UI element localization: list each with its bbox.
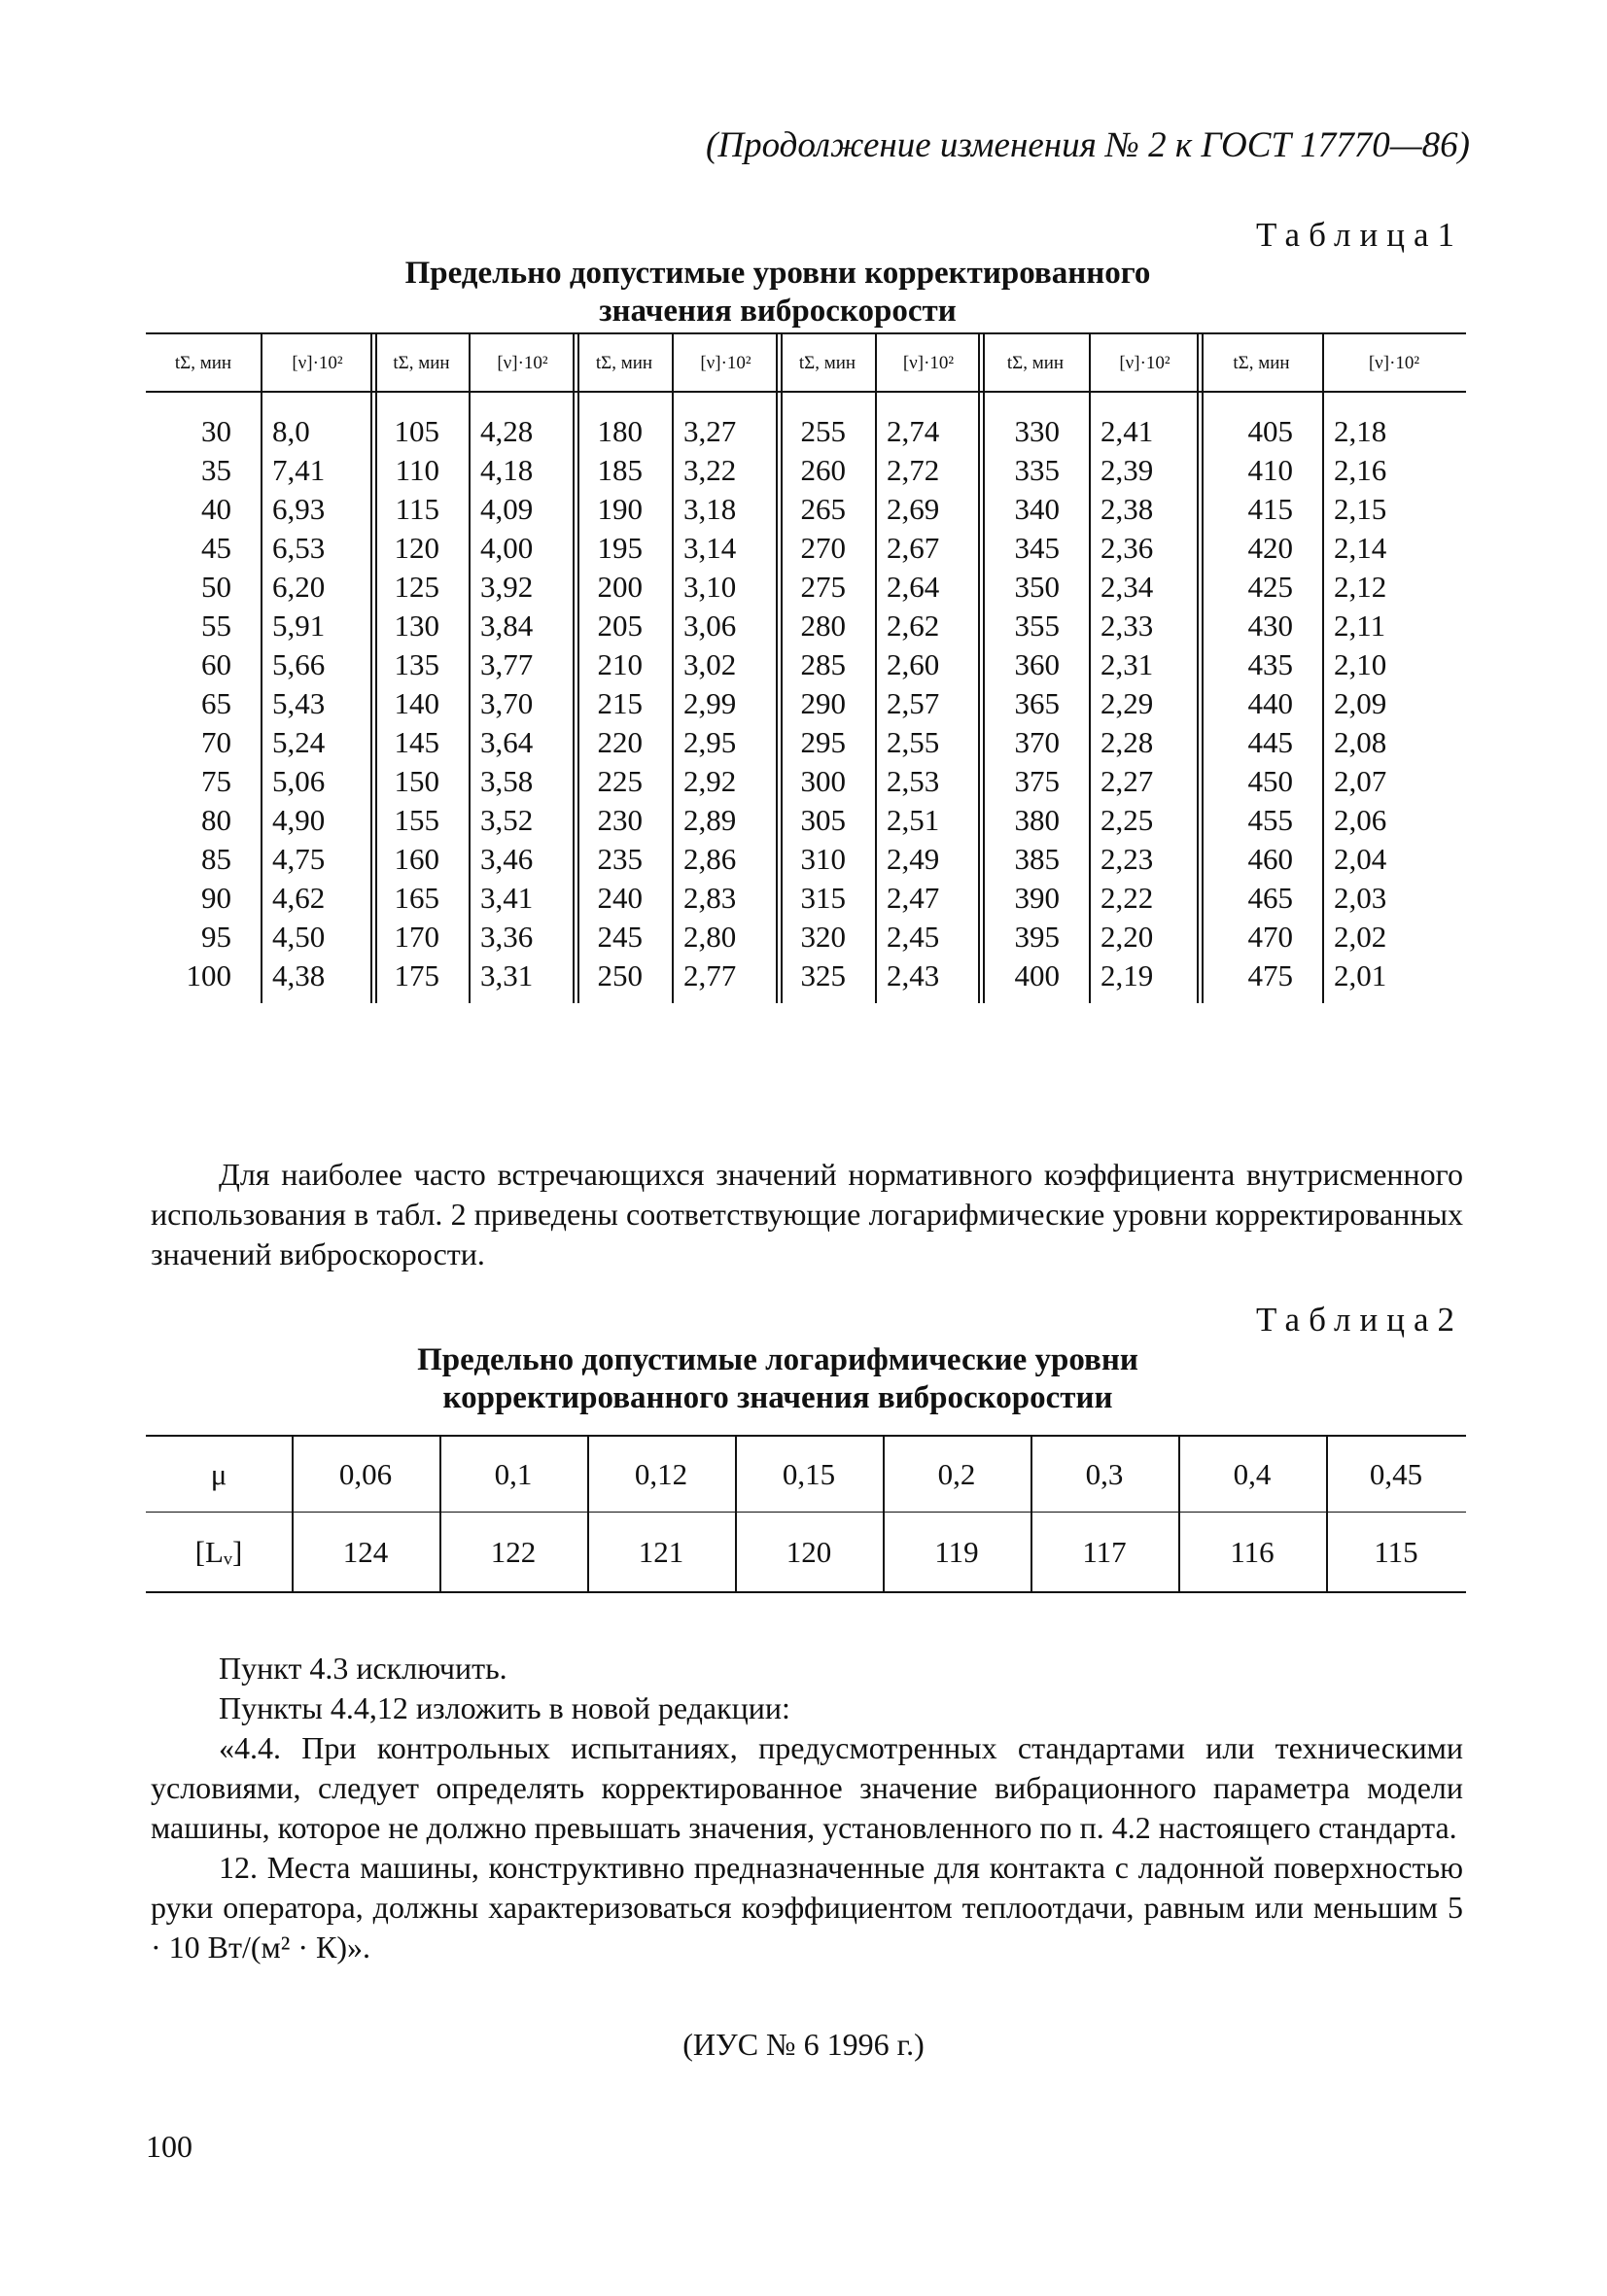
table1-header-rule [146,391,1466,393]
table1-cell-v: 5,43 [272,686,326,720]
table1-header-v: [ν]·10² [292,353,343,373]
table1-cell-v: 2,92 [683,764,737,798]
table1-cell-v: 2,34 [1100,570,1154,604]
table1-cell-t: 120 [394,531,439,565]
table2-title-line2: корректированного значения виброскоростии [442,1380,1113,1415]
table1-cell-v: 2,12 [1334,570,1387,604]
table1-cell-t: 220 [597,725,643,759]
table1-cell-t: 370 [1014,725,1060,759]
table1-cell-t: 250 [597,958,643,992]
table1-cell-t: 190 [597,492,643,526]
table1-cell-t: 205 [597,609,643,643]
table1-cell-v: 2,06 [1334,803,1387,837]
table1 [146,332,1466,1003]
table1-cell-t: 165 [394,881,439,915]
table1-cell-v: 2,14 [1334,531,1387,565]
table1-cell-v: 2,25 [1100,803,1154,837]
table1-header-t: tΣ, мин [595,353,653,373]
table2-mid-rule [146,1512,1466,1513]
table1-cell-t: 150 [394,764,439,798]
table1-cell-v: 2,28 [1100,725,1154,759]
table1-cell-t: 350 [1014,570,1060,604]
table1-cell-v: 2,11 [1334,609,1386,643]
table2-label: Таблица2 [1256,1301,1463,1339]
table1-cell-v: 6,93 [272,492,326,526]
table2-title [292,1341,1264,1417]
table1-cell-t: 345 [1014,531,1060,565]
table1-cell-v: 2,72 [887,453,940,487]
table1-cell-t: 405 [1247,414,1293,448]
table1-cell-t: 305 [800,803,846,837]
table1-cell-v: 2,38 [1100,492,1154,526]
table1-cell-v: 2,23 [1100,842,1154,876]
table1-cell-t: 240 [597,881,643,915]
intro-paragraph: Для наиболее часто встречающихся значений нормативного коэффициента внутрисменного использования в табл. 2 приведены соответствующие логарифмические уровни корректированных значений виброскорости. [151,1157,1463,1271]
table1-cell-t: 285 [800,647,846,681]
table1-v-column [272,412,372,995]
table1-cell-v: 2,64 [887,570,940,604]
table1-cell-v: 3,36 [480,920,534,954]
table1-cell-t: 325 [800,958,846,992]
source-note: (ИУС № 6 1996 г.) [682,2027,925,2062]
table2-top-rule [146,1435,1466,1437]
table1-cell-t: 145 [394,725,439,759]
table1-cell-v: 4,09 [480,492,534,526]
table1-cell-v: 2,41 [1100,414,1154,448]
table1-cell-t: 415 [1247,492,1293,526]
table2-mu-cell: 0,06 [338,1457,393,1491]
table1-cell-t: 445 [1247,725,1293,759]
table1-cell-v: 3,31 [480,958,534,992]
table1-cell-v: 2,19 [1100,958,1154,992]
table1-cell-v: 3,14 [683,531,737,565]
table1-cell-t: 470 [1247,920,1293,954]
table1-header-t: tΣ, мин [1233,353,1290,373]
table1-cell-t: 110 [395,453,439,487]
table1-cell-v: 5,24 [272,725,326,759]
table1-cell-t: 265 [800,492,846,526]
table1-cell-t: 85 [201,842,231,876]
table1-cell-t: 320 [800,920,846,954]
table1-cell-v: 3,02 [683,647,737,681]
table2 [146,1435,1466,1595]
table1-t-column [780,412,846,995]
table1-cell-t: 160 [394,842,439,876]
table1-cell-v: 3,10 [683,570,737,604]
table1-cell-t: 135 [394,647,439,681]
table1-title-line2: значения виброскорости [599,294,957,329]
table1-top-rule [146,332,1466,334]
table1-cell-v: 2,95 [683,725,737,759]
table1-header-t: tΣ, мин [174,353,232,373]
table1-cell-v: 6,20 [272,570,326,604]
paragraph-clause-12: 12. Места машины, конструктивно предназначенные для контакта с ладонной поверхностью руки оператора, должны характеризоваться коэффициентом теплоотдачи, равным или меньшим 5 · 10 Вт/(м² · К)». [151,1850,1463,1965]
table1-cell-t: 35 [201,453,231,487]
table1-cell-v: 3,46 [480,842,534,876]
table1-cell-t: 225 [597,764,643,798]
table1-cell-v: 3,22 [683,453,737,487]
table1-cell-v: 3,52 [480,803,534,837]
table1-cell-v: 2,55 [887,725,940,759]
table1-cell-v: 3,64 [480,725,534,759]
table1-cell-t: 30 [201,414,231,448]
table1-cell-v: 4,50 [272,920,326,954]
table1-cell-v: 2,07 [1334,764,1387,798]
table1-header-v: [ν]·10² [1119,353,1170,373]
closing-paragraphs [151,1649,1463,1967]
table2-mu-cell: 0,12 [634,1457,688,1491]
table2-mu-cell: 0,15 [782,1457,836,1491]
page-number: 100 [146,2129,192,2164]
table1-header-v: [ν]·10² [902,353,955,373]
table1-cell-v: 2,86 [683,842,737,876]
table2-lv-cell: 121 [638,1535,684,1569]
table1-v-column [887,412,980,995]
table1-cell-v: 2,57 [887,686,940,720]
table1-divider-4 [1089,332,1091,1003]
table1-t-column [1201,412,1293,995]
table1-cell-v: 6,53 [272,531,326,565]
table1-t-column [146,412,231,995]
table1-cell-t: 315 [800,881,846,915]
table1-cell-v: 3,41 [480,881,534,915]
table1-cell-t: 90 [201,881,231,915]
table1-header-v: [ν]·10² [700,353,751,373]
table1-cell-t: 295 [800,725,846,759]
table1-cell-v: 2,31 [1100,647,1154,681]
table1-cell-t: 450 [1247,764,1293,798]
table2-lv-cell: 122 [490,1535,537,1569]
table1-cell-t: 65 [201,686,231,720]
table1-header-v: [ν]·10² [1368,353,1420,373]
table1-cell-t: 50 [201,570,231,604]
table1-cell-t: 235 [597,842,643,876]
table1-cell-t: 75 [201,764,231,798]
table1-cell-v: 4,00 [480,531,534,565]
table1-cell-v: 3,77 [480,647,534,681]
table1-divider-3 [875,332,877,1003]
table2-lv-cell: 115 [1374,1535,1418,1569]
table1-cell-t: 210 [597,647,643,681]
table1-cell-t: 360 [1014,647,1060,681]
table1-v-column [1334,412,1464,995]
table1-header-v: [ν]·10² [497,353,548,373]
table2-bottom-rule [146,1591,1466,1593]
table1-cell-v: 3,27 [683,414,737,448]
table1-cell-t: 130 [394,609,439,643]
table2-mu-cell: 0,3 [1085,1457,1124,1491]
table1-cell-v: 2,49 [887,842,940,876]
table1-divider-1 [469,332,471,1003]
document-header: (Продолжение изменения № 2 к ГОСТ 17770—86) [706,125,1470,165]
table1-cell-v: 3,18 [683,492,737,526]
table1-cell-v: 5,91 [272,609,326,643]
table1-cell-v: 2,47 [887,881,940,915]
table1-cell-v: 2,67 [887,531,940,565]
table1-cell-v: 2,45 [887,920,940,954]
table1-cell-v: 2,01 [1334,958,1387,992]
table1-cell-v: 3,58 [480,764,534,798]
table1-v-column [480,412,575,995]
table1-cell-v: 2,08 [1334,725,1387,759]
table1-title [292,255,1264,330]
table1-cell-t: 60 [201,647,231,681]
table2-lv-cell: 117 [1082,1535,1127,1569]
table1-cell-t: 115 [395,492,439,526]
table1-cell-v: 2,16 [1334,453,1387,487]
table1-cell-v: 2,80 [683,920,737,954]
table1-cell-v: 3,92 [480,570,534,604]
table1-cell-t: 70 [201,725,231,759]
table1-cell-v: 5,06 [272,764,326,798]
table1-cell-v: 2,09 [1334,686,1387,720]
table1-v-column [1100,412,1199,995]
table1-cell-t: 395 [1014,920,1060,954]
table1-t-column [374,412,439,995]
table1-cell-t: 275 [800,570,846,604]
table2-mu-cell: 0,45 [1369,1457,1423,1491]
paragraph-new-edition: Пункты 4.4,12 изложить в новой редакции: [219,1690,790,1725]
table1-cell-t: 365 [1014,686,1060,720]
table1-header-t: tΣ, мин [798,353,856,373]
table1-cell-t: 290 [800,686,846,720]
table1-cell-v: 2,53 [887,764,940,798]
table1-cell-t: 95 [201,920,231,954]
table1-title-line1: Предельно допустимые уровни корректированного [404,256,1151,291]
table1-cell-v: 2,15 [1334,492,1387,526]
table1-cell-v: 4,38 [272,958,326,992]
table1-v-column [683,412,778,995]
table1-cell-t: 460 [1247,842,1293,876]
table1-cell-v: 7,41 [272,453,326,487]
table1-cell-v: 2,03 [1334,881,1387,915]
table2-lv-cell: 120 [786,1535,832,1569]
table1-cell-v: 2,33 [1100,609,1154,643]
table1-cell-v: 2,04 [1334,842,1387,876]
table1-cell-v: 2,39 [1100,453,1154,487]
table1-cell-v: 2,60 [887,647,940,681]
table1-cell-v: 2,83 [683,881,737,915]
table2-mu-cell: 0,1 [494,1457,533,1491]
table1-cell-t: 200 [597,570,643,604]
table1-cell-v: 5,66 [272,647,326,681]
table1-cell-v: 2,77 [683,958,737,992]
table1-cell-t: 300 [800,764,846,798]
table1-label: Таблица1 [1256,216,1463,254]
table1-cell-t: 355 [1014,609,1060,643]
table1-cell-t: 255 [800,414,846,448]
table1-cell-t: 125 [394,570,439,604]
table1-cell-t: 245 [597,920,643,954]
table1-cell-t: 465 [1247,881,1293,915]
table1-cell-v: 2,10 [1334,647,1387,681]
table1-cell-v: 2,27 [1100,764,1154,798]
table1-cell-t: 40 [201,492,231,526]
table1-cell-v: 2,43 [887,958,940,992]
table1-cell-t: 175 [394,958,439,992]
table2-title-line1: Предельно допустимые логарифмические уровни [417,1342,1138,1377]
table1-cell-v: 3,84 [480,609,534,643]
table1-cell-t: 155 [394,803,439,837]
table1-cell-v: 3,70 [480,686,534,720]
table1-cell-t: 375 [1014,764,1060,798]
table1-cell-v: 2,18 [1334,414,1387,448]
table1-cell-t: 215 [597,686,643,720]
table1-cell-t: 45 [201,531,231,565]
table1-cell-v: 2,29 [1100,686,1154,720]
table1-cell-t: 185 [597,453,643,487]
table2-lv-header: [Lᵥ] [194,1535,243,1569]
table2-lv-cell: 116 [1230,1535,1275,1569]
table1-cell-v: 2,69 [887,492,940,526]
paragraph-delete-4-3: Пункт 4.3 исключить. [219,1651,507,1686]
table1-cell-t: 430 [1247,609,1293,643]
table1-cell-t: 310 [800,842,846,876]
table1-cell-v: 2,62 [887,609,940,643]
table1-cell-v: 4,18 [480,453,534,487]
table1-cell-t: 180 [597,414,643,448]
table1-cell-v: 2,89 [683,803,737,837]
table1-divider-2 [672,332,674,1003]
table1-cell-t: 475 [1247,958,1293,992]
table1-t-column [576,412,643,995]
table1-cell-v: 2,22 [1100,881,1154,915]
table1-cell-t: 55 [201,609,231,643]
table1-header-t: tΣ, мин [1006,353,1065,373]
table1-cell-t: 170 [394,920,439,954]
table1-cell-t: 435 [1247,647,1293,681]
table1-cell-t: 400 [1014,958,1060,992]
table2-lv-cell: 124 [342,1535,389,1569]
table1-cell-v: 4,28 [480,414,534,448]
table1-cell-t: 270 [800,531,846,565]
table2-mu-cell: 0,2 [937,1457,976,1491]
table1-cell-t: 280 [800,609,846,643]
table1-t-column [982,412,1060,995]
table1-cell-t: 440 [1247,686,1293,720]
table1-cell-v: 2,36 [1100,531,1154,565]
table1-cell-t: 80 [201,803,231,837]
table1-cell-v: 2,20 [1100,920,1154,954]
paragraph-clause-4-4: «4.4. При контрольных испытаниях, предусмотренных стандартами или техническими условиями, следует определять корректированное значение вибрационного параметра модели машины, которое не должно превышать значения, установленного по п. 4.2 настоящего стандарта. [151,1730,1463,1845]
table2-lv-cell: 119 [934,1535,979,1569]
table1-cell-t: 420 [1247,531,1293,565]
table1-cell-t: 330 [1014,414,1060,448]
table1-cell-v: 2,02 [1334,920,1387,954]
table1-cell-t: 105 [394,414,439,448]
table1-cell-t: 425 [1247,570,1293,604]
table1-cell-t: 455 [1247,803,1293,837]
table1-cell-v: 2,74 [887,414,940,448]
table1-cell-t: 335 [1014,453,1060,487]
table1-cell-t: 385 [1014,842,1060,876]
table1-cell-v: 2,51 [887,803,940,837]
table1-cell-v: 4,75 [272,842,326,876]
table1-cell-t: 260 [800,453,846,487]
table1-cell-v: 2,99 [683,686,737,720]
table2-mu-header: μ [210,1457,227,1491]
table1-cell-t: 340 [1014,492,1060,526]
table1-cell-t: 100 [186,958,231,992]
table1-divider-0 [261,332,262,1003]
table1-cell-t: 230 [597,803,643,837]
table1-cell-v: 3,06 [683,609,737,643]
table1-cell-v: 8,0 [272,414,310,448]
table1-cell-v: 4,62 [272,881,326,915]
table1-cell-v: 4,90 [272,803,326,837]
table1-header-t: tΣ, мин [393,353,450,373]
table1-cell-t: 390 [1014,881,1060,915]
table1-cell-t: 140 [394,686,439,720]
table1-cell-t: 195 [597,531,643,565]
table1-cell-t: 380 [1014,803,1060,837]
table2-mu-cell: 0,4 [1233,1457,1272,1491]
table1-divider-5 [1322,332,1324,1003]
table1-cell-t: 410 [1247,453,1293,487]
